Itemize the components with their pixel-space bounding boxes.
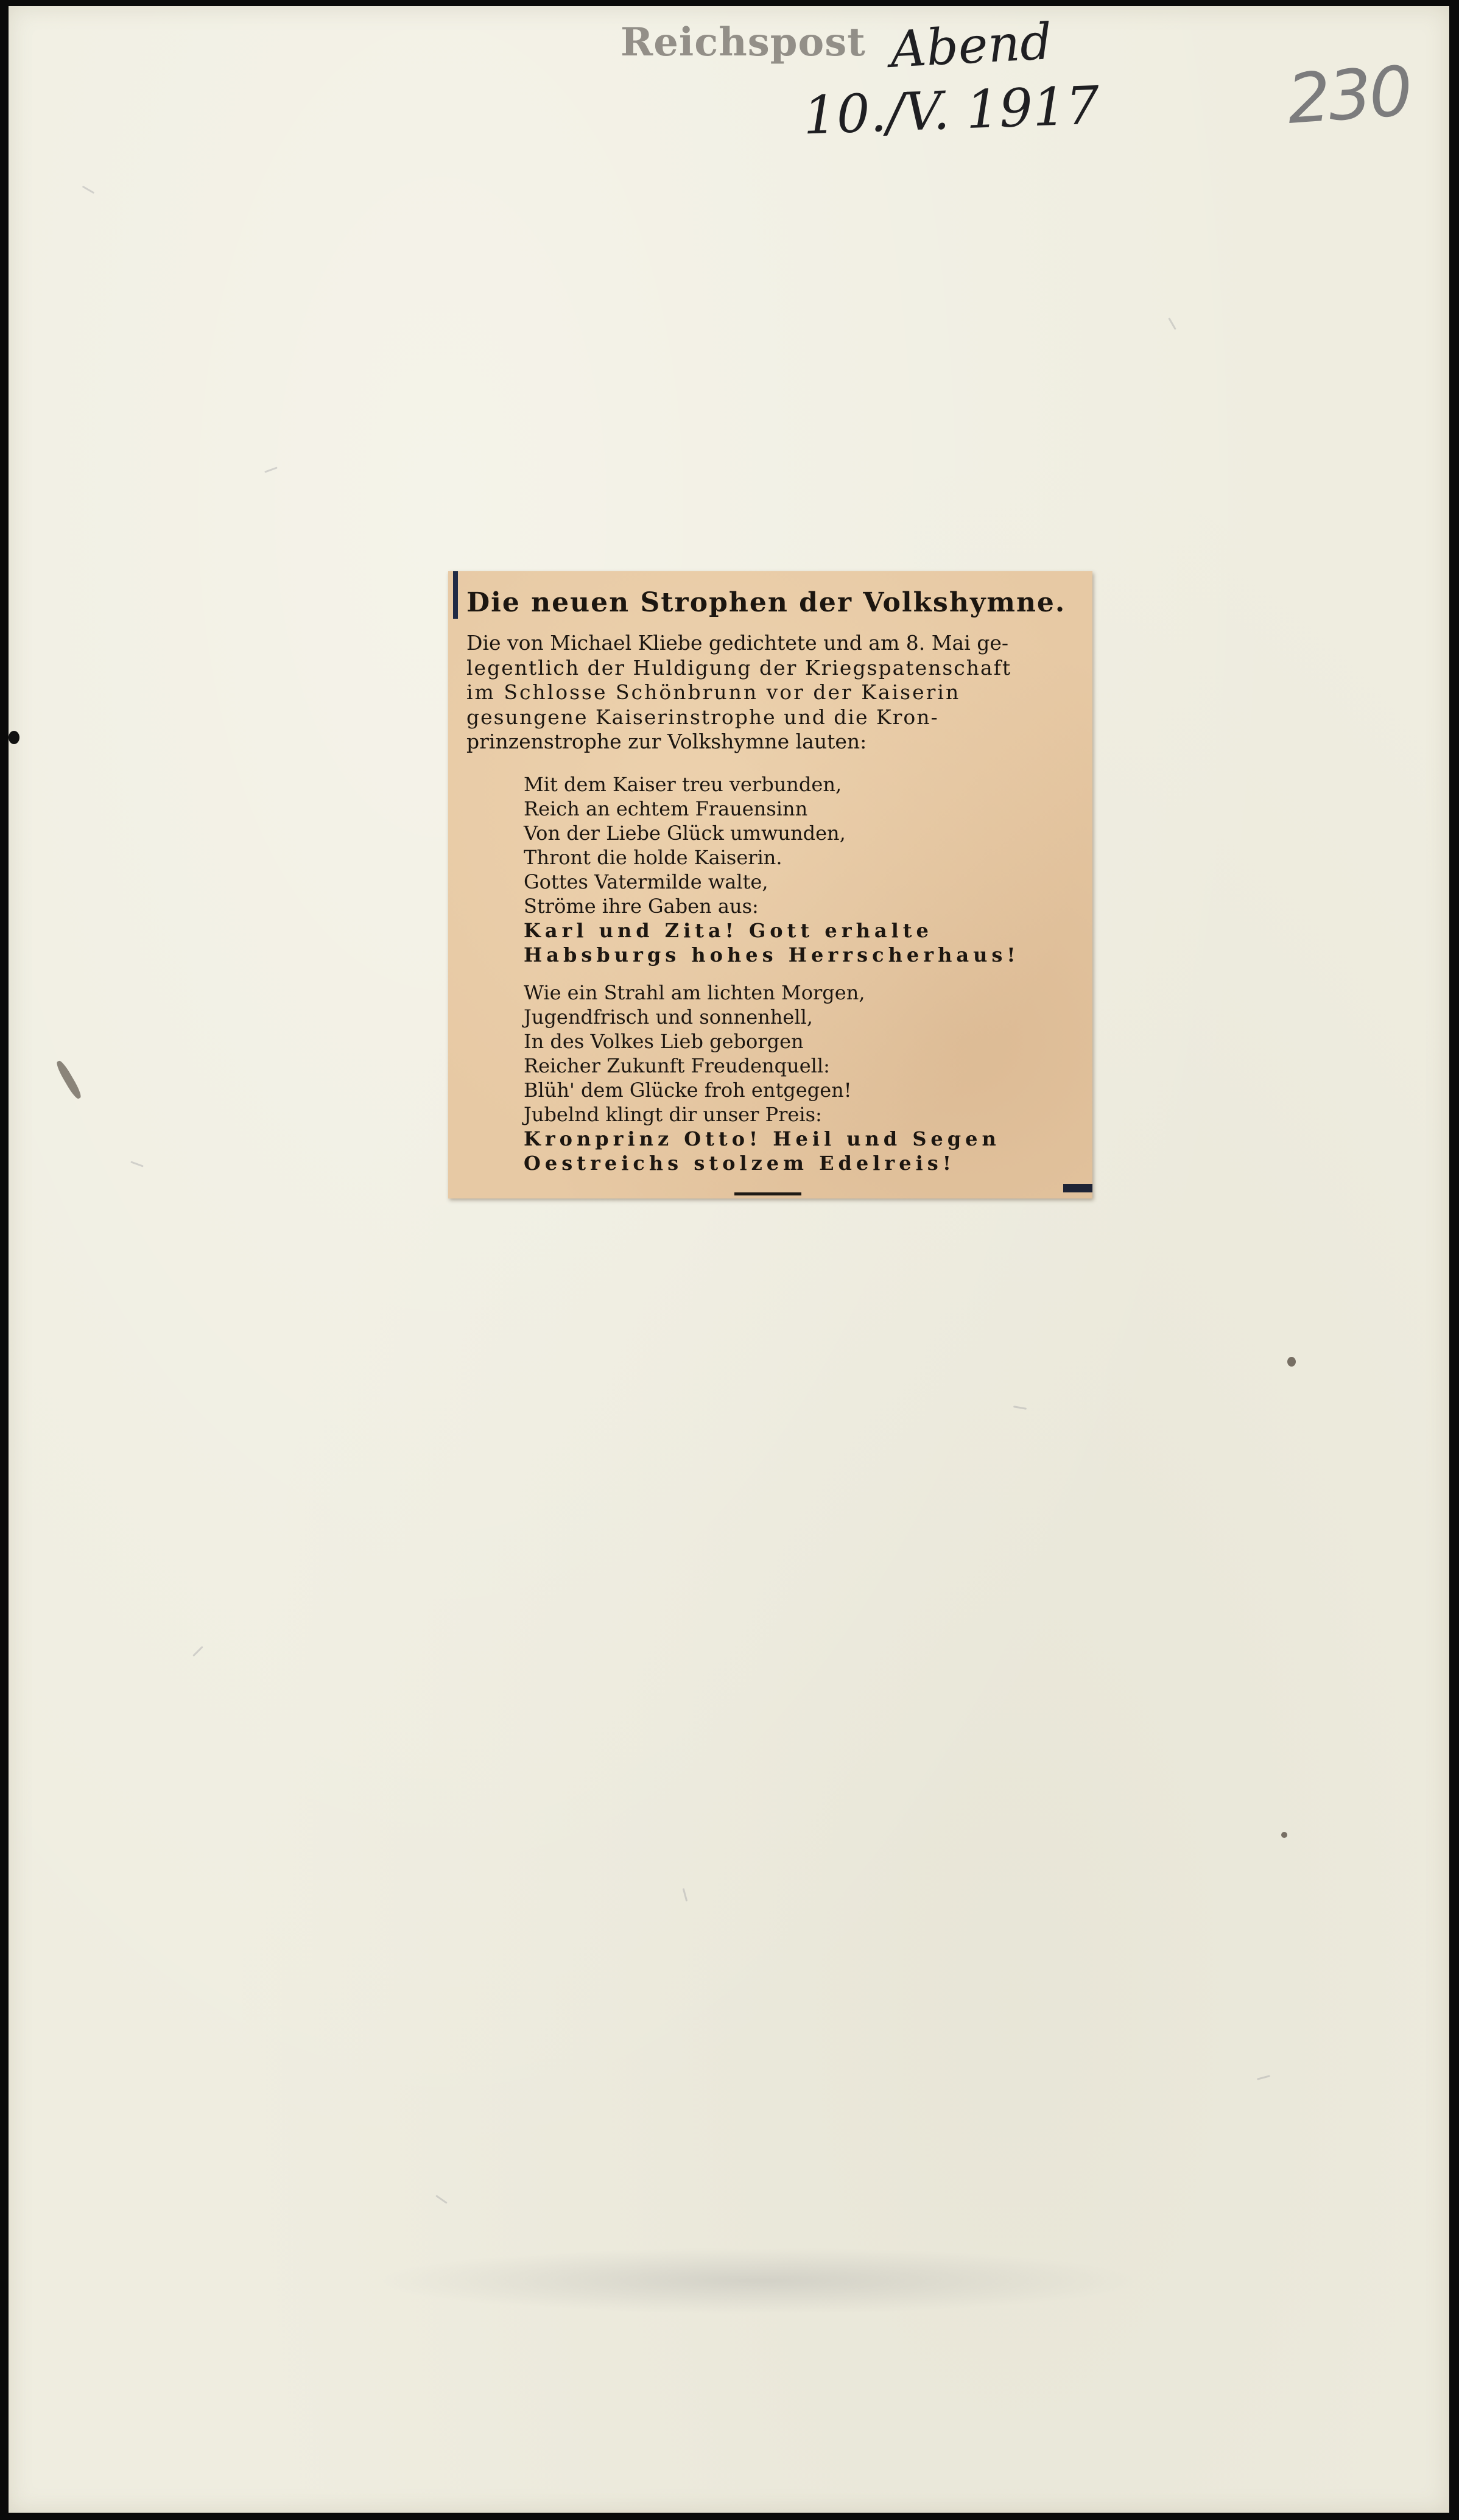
handwritten-edition: Abend [888, 13, 1053, 79]
paper-fibre [1257, 2075, 1270, 2080]
paper-fibre [264, 466, 278, 473]
empress-stanza [524, 772, 1072, 967]
intro-line: prinzenstrophe zur Volkshymne lauten: [466, 730, 867, 753]
verse-line: Gottes Vatermilde walte, [524, 870, 768, 893]
verse-line: Oestreichs stolzem Edelreis! [524, 1152, 955, 1175]
verse-line: Wie ein Strahl am lichten Morgen, [524, 981, 865, 1004]
crown-prince-stanza [524, 980, 1072, 1175]
verse-line: Mit dem Kaiser treu verbunden, [524, 773, 842, 796]
handwritten-date: 10./V. 1917 [802, 75, 1100, 147]
clipping-corner-mark [1063, 1184, 1092, 1192]
verse-line: Karl und Zita! Gott erhalte [524, 919, 933, 942]
verse-line: Von der Liebe Glück umwunden, [524, 822, 846, 845]
edge-mark [9, 731, 19, 744]
paper-speck [1281, 1832, 1287, 1838]
paper-fibre [82, 186, 95, 194]
clipping-title: Die neuen Strophen der Volkshymne. [466, 587, 1066, 618]
newspaper-clipping [448, 571, 1092, 1198]
verse-line: Ströme ihre Gaben aus: [524, 895, 759, 918]
clipping-intro [466, 631, 1078, 755]
verse-line: Thront die holde Kaiserin. [524, 846, 782, 869]
clipping-end-rule [734, 1192, 801, 1195]
paper-shadow [374, 2247, 1141, 2314]
paper-fibre [130, 1161, 144, 1167]
newspaper-stamp: Reichspost [621, 19, 866, 65]
intro-line: legentlich der Huldigung der Kriegspatenschaft [466, 655, 1012, 680]
verse-line: Blüh' dem Glücke froh entgegen! [524, 1079, 852, 1102]
intro-line: Die von Michael Kliebe gedichtete und am 8. Mai ge- [466, 631, 1009, 655]
paper-fibre [683, 1888, 688, 1901]
verse-line: Reich an echtem Frauensinn [524, 797, 808, 820]
verse-line: In des Volkes Lieb geborgen [524, 1030, 804, 1053]
paper-fibre [192, 1646, 203, 1657]
intro-line: im Schlosse Schönbrunn vor der Kaiserin [466, 680, 961, 704]
verse-line: Reicher Zukunft Freudenquell: [524, 1054, 830, 1077]
paper-fibre [435, 2195, 448, 2204]
paper-fibre [1013, 1406, 1027, 1410]
intro-line: gesungene Kaiserinstrophe und die Kron- [466, 705, 939, 729]
verse-line: Kronprinz Otto! Heil und Segen [524, 1127, 1000, 1150]
folio-number: 230 [1284, 52, 1413, 139]
paper-speck [1287, 1357, 1296, 1367]
clipping-left-rule [453, 571, 458, 619]
verse-line: Jubelnd klingt dir unser Preis: [524, 1103, 822, 1126]
edge-mark [54, 1059, 83, 1100]
verse-line: Habsburgs hohes Herrscherhaus! [524, 943, 1020, 966]
paper-fibre [1168, 317, 1176, 330]
archive-sheet [9, 6, 1449, 2513]
verse-line: Jugendfrisch und sonnenhell, [524, 1005, 813, 1029]
